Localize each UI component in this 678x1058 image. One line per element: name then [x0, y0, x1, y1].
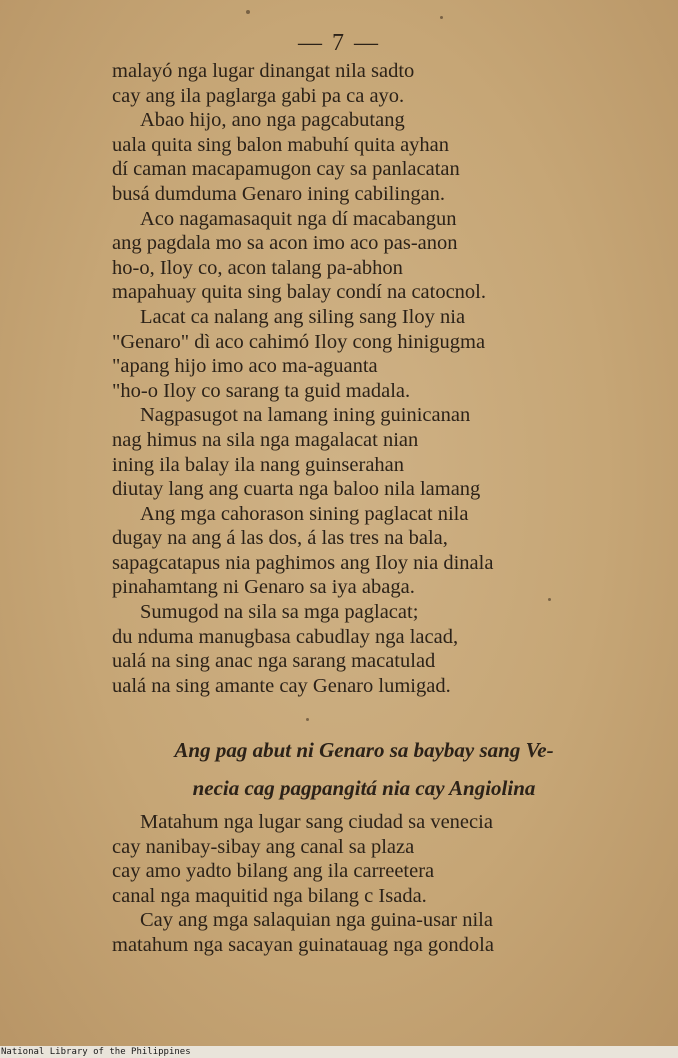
verse-line: dugay na ang á las dos, á las tres na bala,: [112, 527, 448, 550]
verse-line: ho-o, Iloy co, acon talang pa-abhon: [112, 256, 403, 279]
verse-line: nag himus na sila nga magalacat nian: [112, 428, 419, 451]
verse-block-venecia: [112, 810, 632, 958]
verse-line: malayó nga lugar dinangat nila sadto: [112, 60, 415, 82]
verse-line: "Genaro" dì aco cahimó Iloy cong hinigugma: [112, 330, 486, 353]
section-heading: [104, 731, 624, 807]
footer-credit: National Library of the Philippines: [0, 1046, 678, 1058]
verse-line: Sumugod na sila sa mga paglacat;: [140, 601, 419, 624]
verse-line: Abao hijo, ano nga pagcabutang: [140, 109, 405, 132]
heading-line: Ang pag abut ni Genaro sa baybay sang Ve-: [174, 738, 554, 762]
verse-line: ualá na sing amante cay Genaro lumigad.: [112, 674, 451, 697]
paper-speck: [306, 718, 309, 721]
verse-line: cay amo yadto bilang ang ila carreetera: [112, 860, 435, 883]
verse-line: Cay ang mga salaquian nga guina-usar nila: [140, 909, 493, 932]
verse-line: du nduma manugbasa cabudlay nga lacad,: [112, 625, 459, 648]
verse-line: matahum nga sacayan guinatauag nga gondola: [112, 933, 494, 956]
verse-line: mapahuay quita sing balay condí na catocnol.: [112, 281, 487, 304]
verse-line: diutay lang ang cuarta nga baloo nila lamang: [112, 478, 481, 501]
verse-line: pinahamtang ni Genaro sa iya abaga.: [112, 576, 415, 599]
verse-line: cay ang ila paglarga gabi pa ca ayo.: [112, 84, 405, 107]
verse-line: ualá na sing anac nga sarang macatulad: [112, 650, 436, 673]
verse-line: Ang mga cahorason sining paglacat nila: [140, 502, 469, 525]
paper-speck: [246, 10, 250, 14]
verse-line: cay nanibay-sibay ang canal sa plaza: [112, 835, 415, 858]
verse-line: ang pagdala mo sa acon imo aco pas-anon: [112, 232, 458, 255]
verse-line: Nagpasugot na lamang ining guinicanan: [140, 404, 471, 427]
verse-line: canal nga maquitid nga bilang c Isada.: [112, 884, 427, 907]
verse-line: sapagcatapus nia paghimos ang Iloy nia dinala: [112, 551, 494, 574]
verse-line: uala quita sing balon mabuhí quita ayhan: [112, 133, 450, 156]
verse-line: Matahum nga lugar sang ciudad sa venecia: [140, 811, 493, 833]
verse-block-main: [112, 59, 632, 698]
verse-line: busá dumduma Genaro ining cabilingan.: [112, 182, 446, 205]
heading-line: necia cag pagpangitá nia cay Angiolina: [192, 776, 536, 800]
verse-line: "apang hijo imo aco ma-aguanta: [112, 355, 378, 378]
page-number: — 7 —: [298, 30, 380, 56]
verse-line: Aco nagamasaquit nga dí macabangun: [140, 207, 457, 230]
paper-speck: [548, 598, 551, 601]
verse-line: dí caman macapamugon cay sa panlacatan: [112, 158, 460, 181]
verse-line: ining ila balay ila nang guinserahan: [112, 453, 405, 476]
paper-speck: [440, 16, 443, 19]
verse-line: Lacat ca nalang ang siling sang Iloy nia: [140, 305, 466, 328]
verse-line: "ho-o Iloy co sarang ta guid madala.: [112, 379, 411, 402]
